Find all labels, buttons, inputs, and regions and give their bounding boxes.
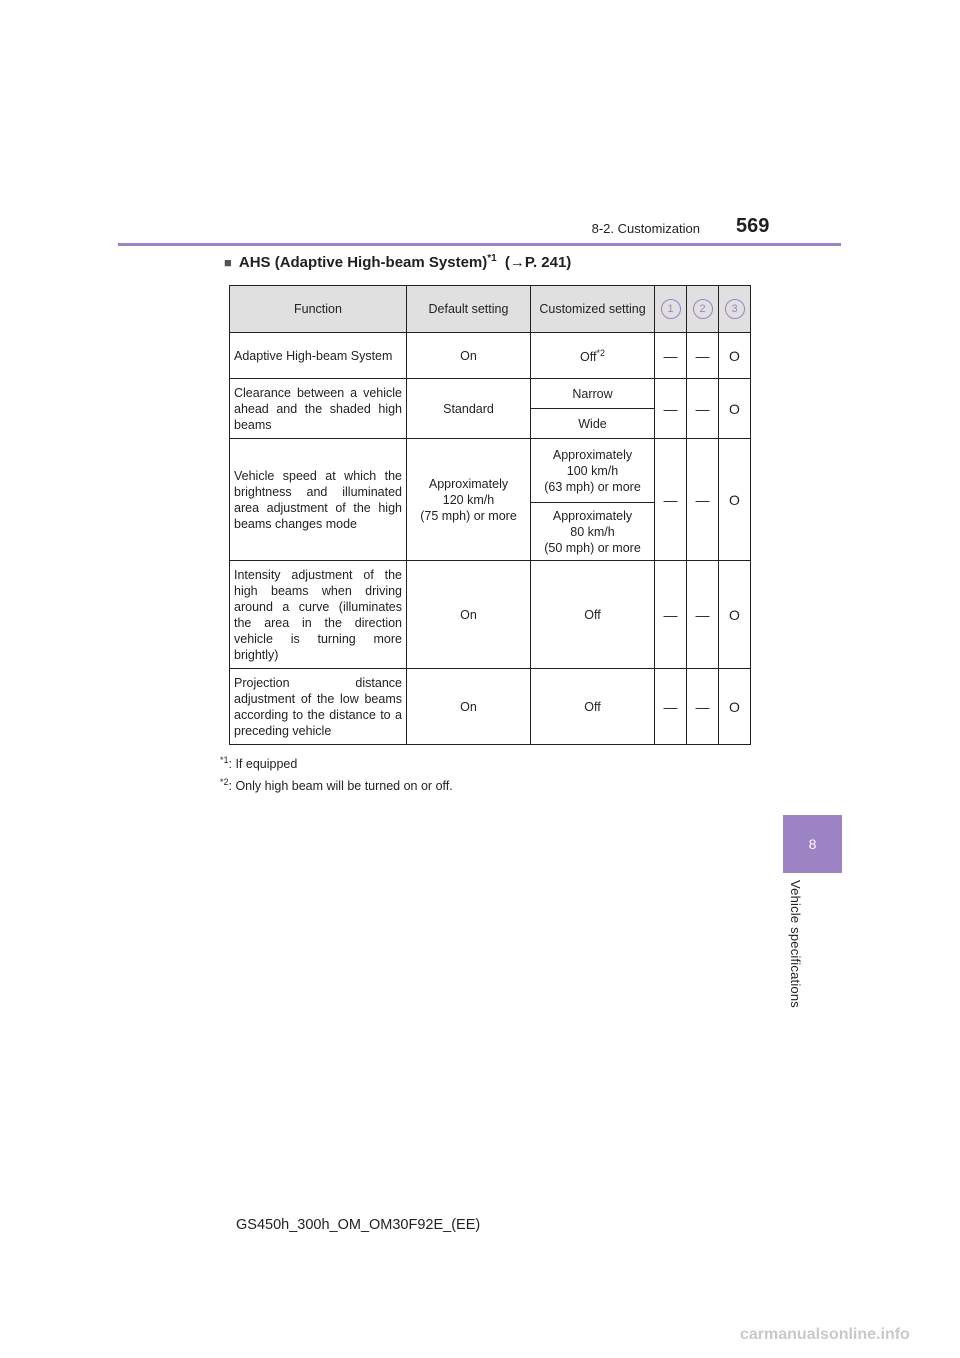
- default-cell: On: [407, 561, 531, 669]
- page-reference-link[interactable]: (→P. 241): [504, 254, 572, 271]
- watermark: carmanualsonline.info: [740, 1326, 910, 1343]
- section-title: [224, 253, 571, 271]
- function-cell: Adaptive High-beam System: [230, 333, 407, 379]
- settings-table: [229, 285, 751, 745]
- customized-cell: Off: [531, 669, 655, 745]
- customized-line: 100 km/h: [566, 463, 619, 478]
- function-cell: Intensity adjustment of the high beams when driving around a curve (illuminates the area in the direction vehicle is turning more brightly): [230, 561, 407, 669]
- footnote-marker: *1: [487, 253, 497, 264]
- method-1-cell: —: [655, 333, 687, 379]
- table-row: [230, 379, 751, 409]
- header-customized: Customized setting: [531, 286, 655, 333]
- footnotes: [220, 755, 453, 799]
- section-title-text: AHS (Adaptive High-beam System): [238, 254, 488, 271]
- table-row: [230, 669, 751, 745]
- default-line: Approximately: [428, 476, 509, 491]
- chapter-number: 8: [808, 836, 817, 852]
- header-method-3: [719, 286, 751, 333]
- customized-cell: [531, 439, 655, 503]
- customized-line: (50 mph) or more: [544, 540, 641, 555]
- default-line: (75 mph) or more: [420, 508, 517, 523]
- customized-cell: Narrow: [531, 379, 655, 409]
- document-code: GS450h_300h_OM_OM30F92E_(EE): [236, 1217, 481, 1233]
- method-1-cell: —: [655, 439, 687, 561]
- customized-value: Off: [580, 350, 597, 365]
- method-2-cell: —: [687, 669, 719, 745]
- method-3-cell: O: [719, 669, 751, 745]
- method-2-cell: —: [687, 561, 719, 669]
- default-cell: On: [407, 669, 531, 745]
- header-divider: [118, 243, 841, 246]
- method-3-cell: O: [719, 439, 751, 561]
- header-function: Function: [230, 286, 407, 333]
- header-method-1: [655, 286, 687, 333]
- customized-line: (63 mph) or more: [544, 479, 641, 494]
- header-default: Default setting: [407, 286, 531, 333]
- method-3-cell: O: [719, 333, 751, 379]
- customized-line: 80 km/h: [570, 524, 615, 539]
- method-1-cell: —: [655, 379, 687, 439]
- section-heading: 8-2. Customization: [591, 221, 700, 236]
- default-cell: On: [407, 333, 531, 379]
- circled-three-icon: 3: [725, 299, 745, 319]
- square-bullet-icon: ■: [224, 255, 232, 270]
- method-3-cell: O: [719, 561, 751, 669]
- table-row: [230, 439, 751, 503]
- header-method-2: [687, 286, 719, 333]
- function-cell: Clearance between a vehicle ahead and the shaded high beams: [230, 379, 407, 439]
- customized-line: Approximately: [552, 508, 633, 523]
- chapter-label: Vehicle specifications: [788, 880, 803, 1008]
- function-cell: Projection distance adjustment of the low beams according to the distance to a preceding vehicle: [230, 669, 407, 745]
- chapter-tab[interactable]: [783, 815, 842, 873]
- method-2-cell: —: [687, 439, 719, 561]
- page-number: 569: [736, 215, 770, 237]
- table-row: [230, 561, 751, 669]
- footnote-marker: *2: [596, 348, 605, 359]
- method-1-cell: —: [655, 669, 687, 745]
- method-3-cell: O: [719, 379, 751, 439]
- customized-cell: Off: [531, 561, 655, 669]
- circled-one-icon: 1: [661, 299, 681, 319]
- function-cell: Vehicle speed at which the brightness and illuminated area adjustment of the high beams changes mode: [230, 439, 407, 561]
- circled-two-icon: 2: [693, 299, 713, 319]
- default-cell: Standard: [407, 379, 531, 439]
- footnote: [220, 777, 453, 793]
- method-1-cell: —: [655, 561, 687, 669]
- footnote-text: : Only high beam will be turned on or off.: [228, 779, 453, 794]
- customized-cell: [531, 333, 655, 379]
- customized-line: Approximately: [552, 447, 633, 462]
- default-cell: [407, 439, 531, 561]
- footnote-mark: *1: [220, 755, 229, 765]
- customized-cell: [531, 503, 655, 561]
- customized-cell: Wide: [531, 409, 655, 439]
- footnote-text: : If equipped: [228, 757, 298, 772]
- table-header-row: [230, 286, 751, 333]
- footnote-mark: *2: [220, 777, 229, 788]
- table-row: [230, 333, 751, 379]
- footnote: [220, 755, 453, 771]
- method-2-cell: —: [687, 333, 719, 379]
- method-2-cell: —: [687, 379, 719, 439]
- default-line: 120 km/h: [442, 492, 495, 507]
